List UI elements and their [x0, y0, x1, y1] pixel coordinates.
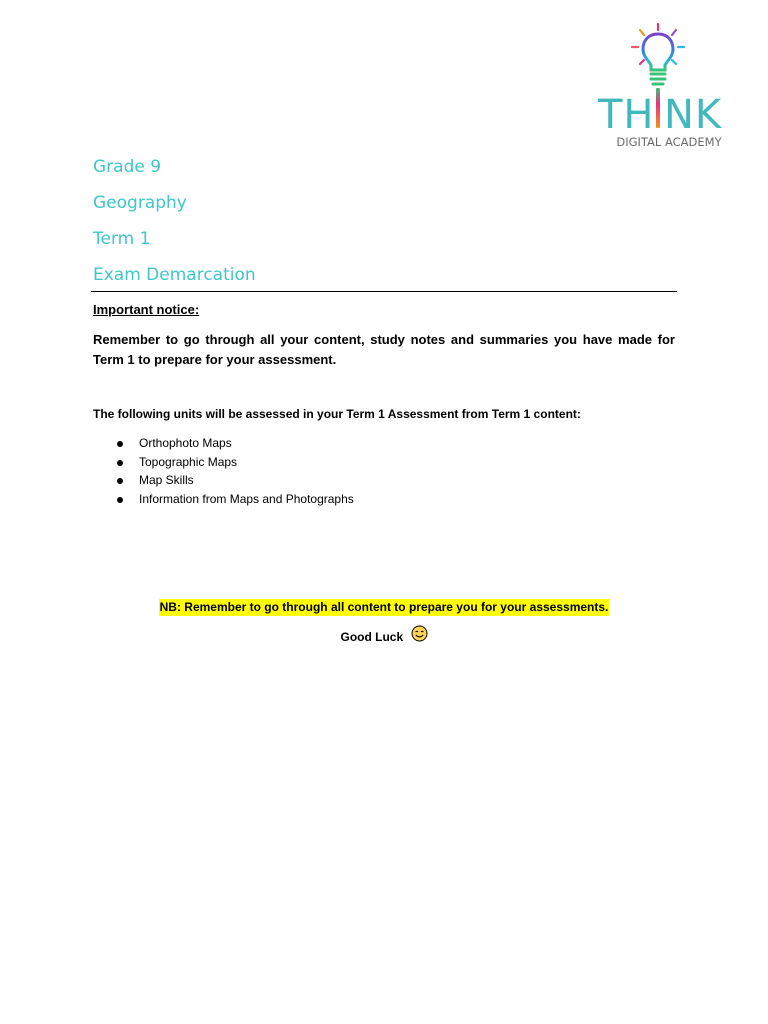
unit-label: Topographic Maps: [139, 454, 238, 469]
doc-type-heading: Exam Demarcation: [93, 265, 256, 285]
good-luck-text: Good Luck: [340, 630, 404, 644]
good-luck-line: [0, 628, 768, 647]
svg-text:NK: NK: [664, 92, 723, 138]
nb-reminder: [0, 598, 768, 616]
list-item: [93, 472, 354, 491]
logo-subtitle: DIGITAL ACADEMY: [616, 135, 722, 149]
unit-label: Map Skills: [139, 473, 194, 487]
units-list: [93, 435, 354, 509]
notice-paragraph: Remember to go through all your content, study notes and summaries you have made for Term 1 to prepare for your assessment.: [93, 332, 675, 367]
document-heading: [93, 156, 679, 300]
lightbulb-icon: [632, 24, 684, 84]
nb-highlighted-text: NB: Remember to go through all content to prepare you for your assessments.: [159, 600, 609, 614]
bullet-icon: [117, 460, 123, 466]
think-digital-academy-logo: [596, 20, 742, 150]
list-item: [93, 491, 354, 510]
term-heading: Term 1: [93, 229, 151, 249]
think-wordmark: [597, 88, 723, 138]
list-item: [93, 435, 354, 454]
important-notice-label: Important notice:: [93, 302, 200, 317]
units-intro: The following units will be assessed in your Term 1 Assessment from Term 1 content:: [93, 407, 581, 421]
smiley-face-icon: [411, 625, 428, 647]
bullet-icon: [117, 478, 123, 484]
grade-heading: Grade 9: [93, 157, 162, 177]
list-item: [93, 454, 354, 473]
unit-label: Orthophoto Maps: [139, 436, 232, 450]
heading-divider: [91, 291, 677, 292]
unit-label: Information from Maps and Photographs: [139, 491, 354, 506]
svg-text:TH: TH: [598, 92, 655, 138]
bullet-icon: [117, 441, 123, 447]
bullet-icon: [117, 497, 123, 503]
subject-heading: Geography: [93, 193, 187, 213]
